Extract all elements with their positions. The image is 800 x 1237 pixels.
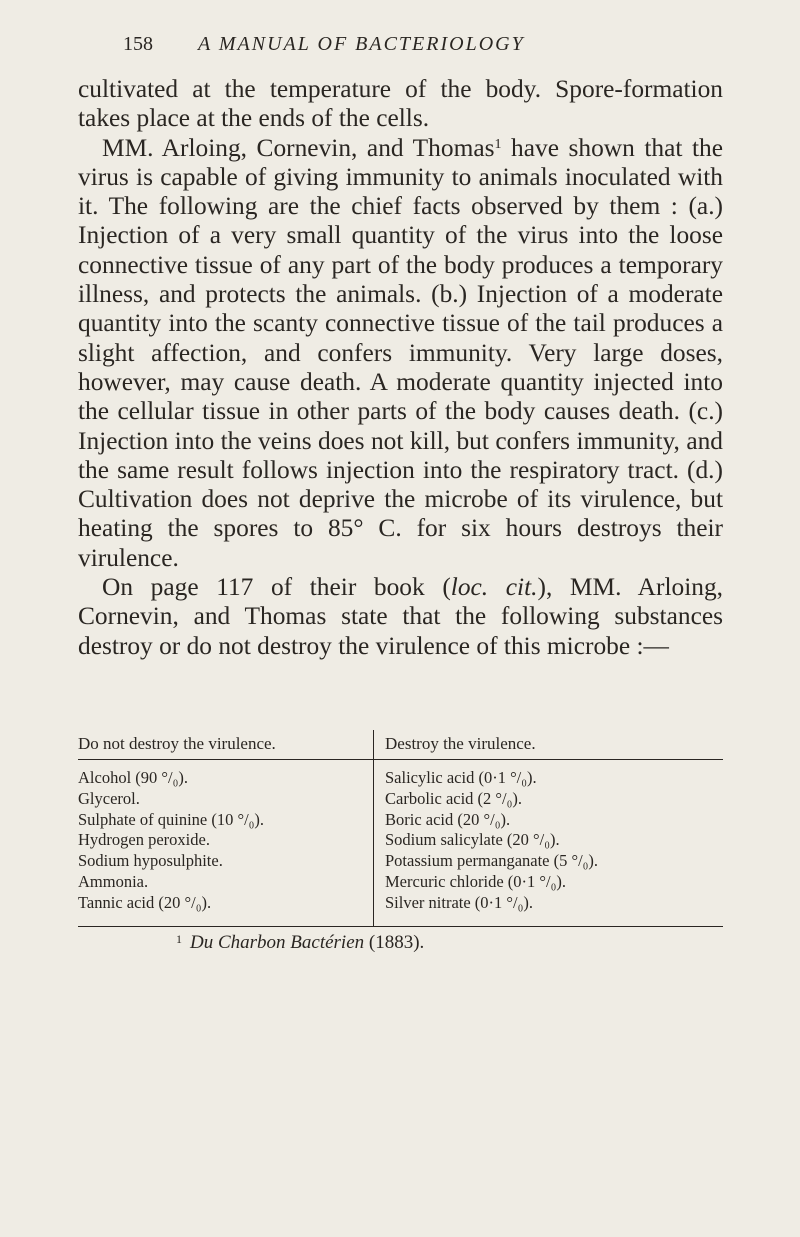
table-rule-bottom [78,926,723,927]
table-cell: Ammonia. [78,871,149,891]
table-cell: Sodium hyposulphite. [78,851,223,871]
paragraph-2-text: have shown that the virus is capable of giving immunity to animals inoculated with it. The following are the chief facts observed by them : (a.) Injection of a very small quantity of the virus into the loose connective tissue of any part of the body produces a temporary illness, and protects the animals. (b.) Injection of a moderate quantity into the scanty connective tissue of the tail produces a slight affection, and confers immunity. Very large doses, however, may cause death. A moderate quantity injected into the cellular tissue in other parts of the body causes death. (c.) Injection into the veins does not kill, but confers immunity, and the same result follows injection into the respiratory tract. (d.) Cultivation does not deprive the microbe of its virulence, but heating the spores to 85° C. for six hours destroys their virulence. [78,133,724,572]
paragraph-2 [78,134,723,573]
table-column-right [385,768,723,914]
table-column-left [78,768,368,914]
table-cell: Sulphate of quinine (10 °/₀). [78,809,265,829]
table-cell: Potassium permanganate (5 °/₀). [385,851,599,871]
body-text [78,75,723,661]
footnote-title: Du Charbon Bactérien [190,932,365,953]
table-column-divider [373,730,374,926]
page-number: 158 [123,33,153,55]
table-cell: Salicylic acid (0·1 °/₀). [385,768,537,787]
footnote-number: 1 [176,932,182,946]
running-title: A MANUAL OF BACTERIOLOGY [198,33,525,55]
table-cell: Mercuric chloride (0·1 °/₀). [385,871,566,891]
table-header-right: Destroy the virulence. [385,734,536,753]
table-cell: Silver nitrate (0·1 °/₀). [385,892,533,912]
paragraph-1-text: cultivated at the temperature of the body. Spore-formation takes place at the ends of the cells. [78,75,723,133]
table-cell: Boric acid (20 °/₀). [385,809,511,829]
table-rule-top [78,759,723,760]
paragraph-3-text: ), MM. Arloing, Cornevin, and Thomas state that the following substances destroy or do not destroy the virulence of this microbe :— [78,573,723,660]
table-cell: Hydrogen peroxide. [78,830,210,850]
table-header-left: Do not destroy the virulence. [78,734,276,753]
paragraph-3-lead: On page 117 of their book ( [102,573,451,602]
table-cell: Sodium salicylate (20 °/₀). [385,830,560,850]
paragraph-1 [78,75,723,134]
virulence-table [78,734,723,912]
footnote-reference: 1 [494,136,502,152]
table-cell: Glycerol. [78,788,140,808]
footnote [176,932,424,954]
paragraph-2-lead: MM. Arloing, Cornevin, and Thomas [102,133,495,162]
paragraph-3 [78,573,723,661]
footnote-date: (1883). [364,932,425,953]
table-cell: Tannic acid (20 °/₀). [78,892,212,912]
page-header [0,33,800,63]
table-cell: Carbolic acid (2 °/₀). [385,788,522,808]
table-cell: Alcohol (90 °/₀). [78,768,188,787]
citation-italic: loc. cit. [450,573,538,602]
